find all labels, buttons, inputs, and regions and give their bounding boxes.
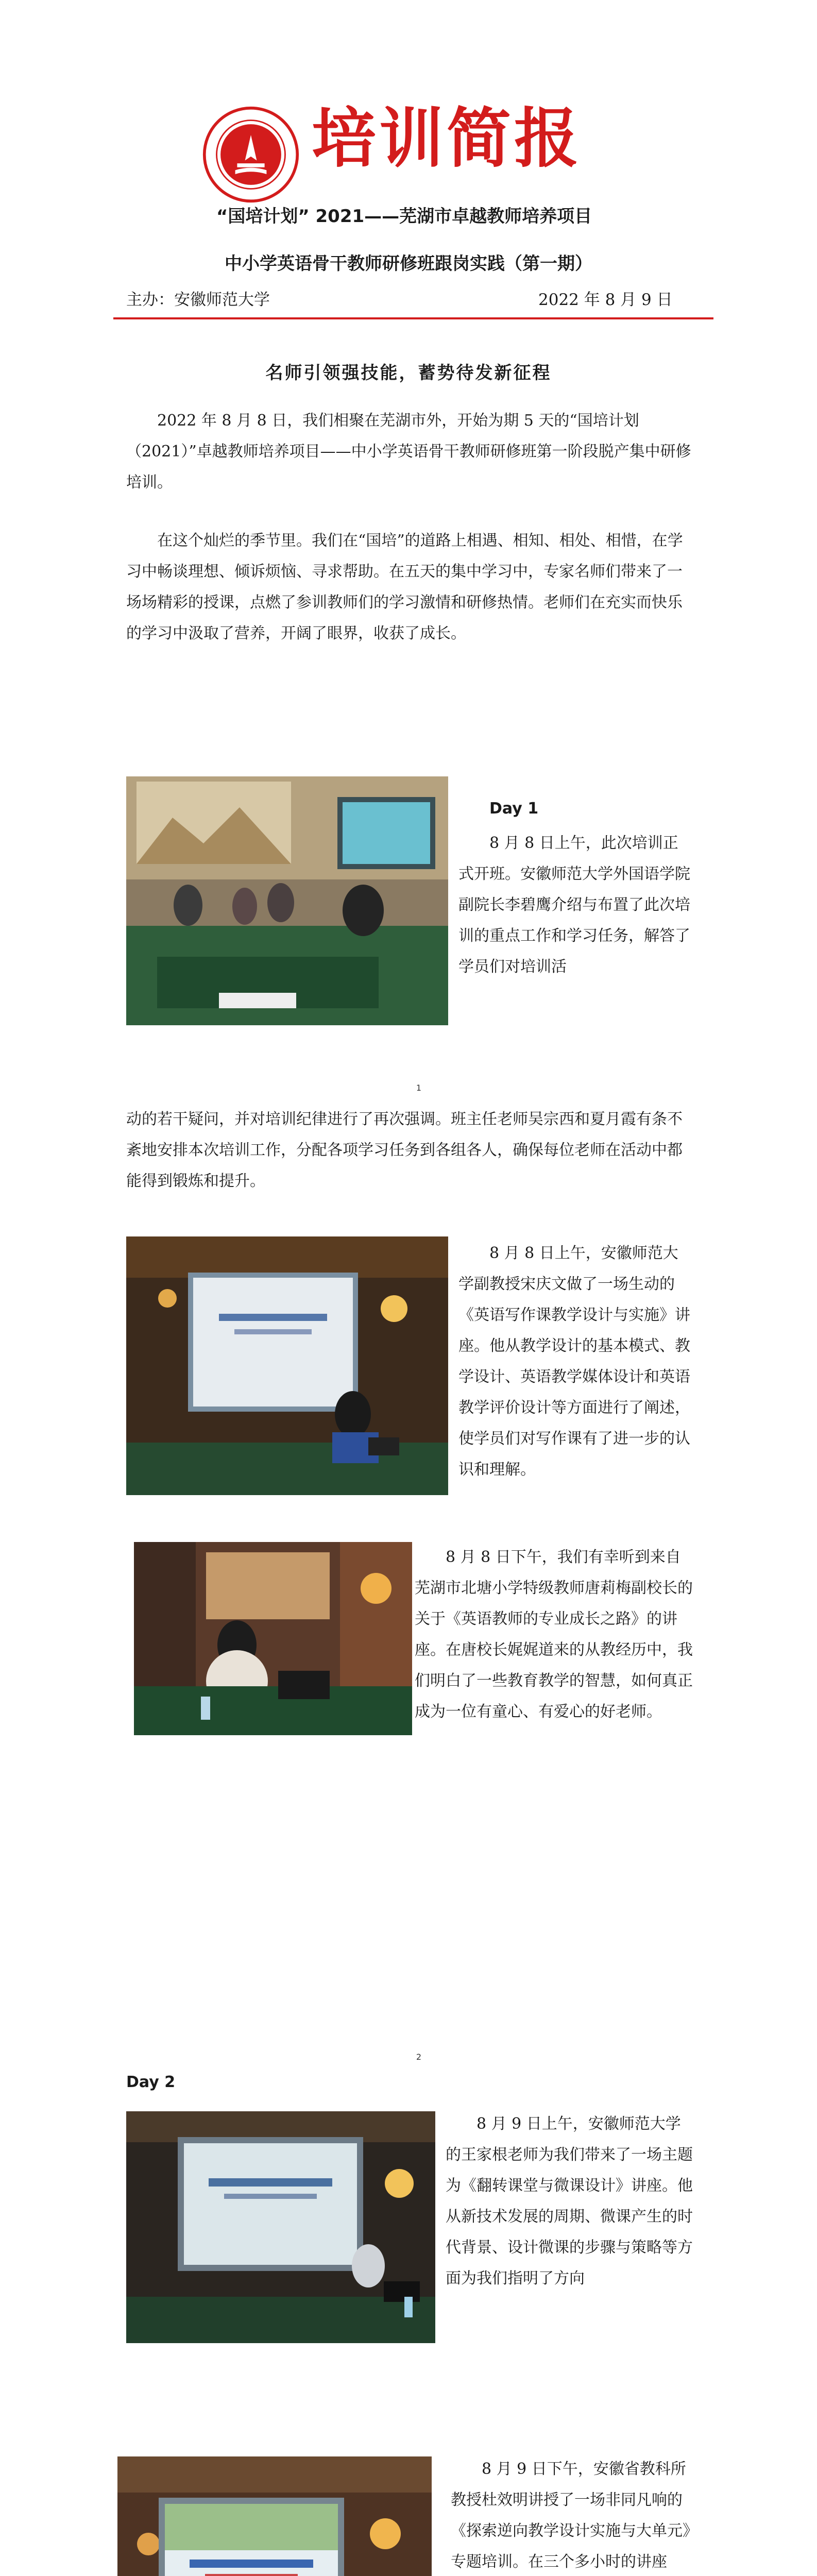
report-title: 培训简报 <box>312 101 582 176</box>
day2-label: Day 2 <box>126 2073 176 2091</box>
day1-growth-lecture-text <box>126 1542 693 1738</box>
day1-writing-lecture-text <box>126 1238 693 1498</box>
page-number-2: 2 <box>416 2052 422 2062</box>
day1-label: Day 1 <box>489 800 539 818</box>
day1-opening-text-continued: 动的若干疑问，并对培训纪律进行了再次强调。班主任老师吴宗西和夏月霞有条不紊地安排本次培训工作，分配各项学习任务到各组各人，确保每位老师在活动中都能得到锻炼和提升。 <box>126 1110 683 1190</box>
day2-flipped-classroom-text <box>126 2109 693 2346</box>
course-line: 中小学英语骨干教师研修班跟岗实践（第一期） <box>225 253 592 274</box>
day1-opening-text: 8 月 8 日上午，此次培训正式开班。安徽师范大学外国语学院副院长李碧鹰介绍与布置了此次培训的重点工作和学习任务，解答了学员们对培训活 <box>458 834 690 976</box>
project-line: “国培计划” 2021——芜湖市卓越教师培养项目 <box>216 206 592 227</box>
wrap-spacer <box>126 2454 451 2576</box>
wrap-text: 8 月 9 日下午，安徽省教科所教授杜效明讲授了一场非同凡响的《探索逆向教学设计实施与大单元》专题培训。在三个多小时的讲座 <box>451 2460 690 2571</box>
wrap-spacer <box>126 1542 415 1738</box>
wrap-text: 8 月 8 日下午，我们有幸听到来自芜湖市北塘小学特级教师唐莉梅副校长的关于《英语教师的专业成长之路》的讲座。在唐校长娓娓道来的从教经历中，我们明白了一些教育教学的智慧，如何真正成为一位有童心、有爱心的好老师。 <box>415 1548 693 1721</box>
issue-date: 2022 年 8 月 9 日 <box>538 291 673 309</box>
wrap-text: 8 月 9 日上午，安徽师范大学的王家根老师为我们带来了一场主题为《翻转课堂与微课设计》讲座。他从新技术发展的周期、微课产生的时代背景、设计微课的步骤与策略等方面为我们指明了方向 <box>446 2115 693 2287</box>
page-number-1: 1 <box>416 1083 422 1093</box>
header-divider <box>113 317 713 319</box>
article-headline: 名师引领强技能，蓄势待发新征程 <box>265 363 552 383</box>
day1-opening-classroom-photo <box>126 776 448 1025</box>
wrap-spacer <box>126 1238 458 1498</box>
day2-backward-design-text <box>126 2454 693 2576</box>
season-paragraph: 在这个灿烂的季节里。我们在“国培”的道路上相遇、相知、相处、相惜，在学习中畅谈理想、倾诉烦恼、寻求帮助。在五天的集中学习中，专家名师们带来了一场场精彩的授课，点燃了参训教师们的学习激情和研修热情。老师们在充实而快乐的学习中汲取了营养，开阔了眼界，收获了成长。 <box>126 532 683 642</box>
university-logo <box>202 106 300 204</box>
wrap-text: 8 月 8 日上午，安徽师范大学副教授宋庆文做了一场生动的《英语写作课教学设计与实施》讲座。他从教学设计的基本模式、教学设计、英语教学媒体设计和英语教学评价设计等方面进行了阐述，使学员们对写作课有了进一步的认识和理解。 <box>458 1244 690 1479</box>
header <box>0 0 817 330</box>
intro-paragraph: 2022 年 8 月 8 日，我们相聚在芜湖市外，开始为期 5 天的“国培计划（2021）”卓越教师培养项目——中小学英语骨干教师研修班第一阶段脱产集中研修培训。 <box>126 412 691 492</box>
wrap-spacer <box>126 2109 446 2346</box>
host-label: 主办：安徽师范大学 <box>126 291 270 309</box>
